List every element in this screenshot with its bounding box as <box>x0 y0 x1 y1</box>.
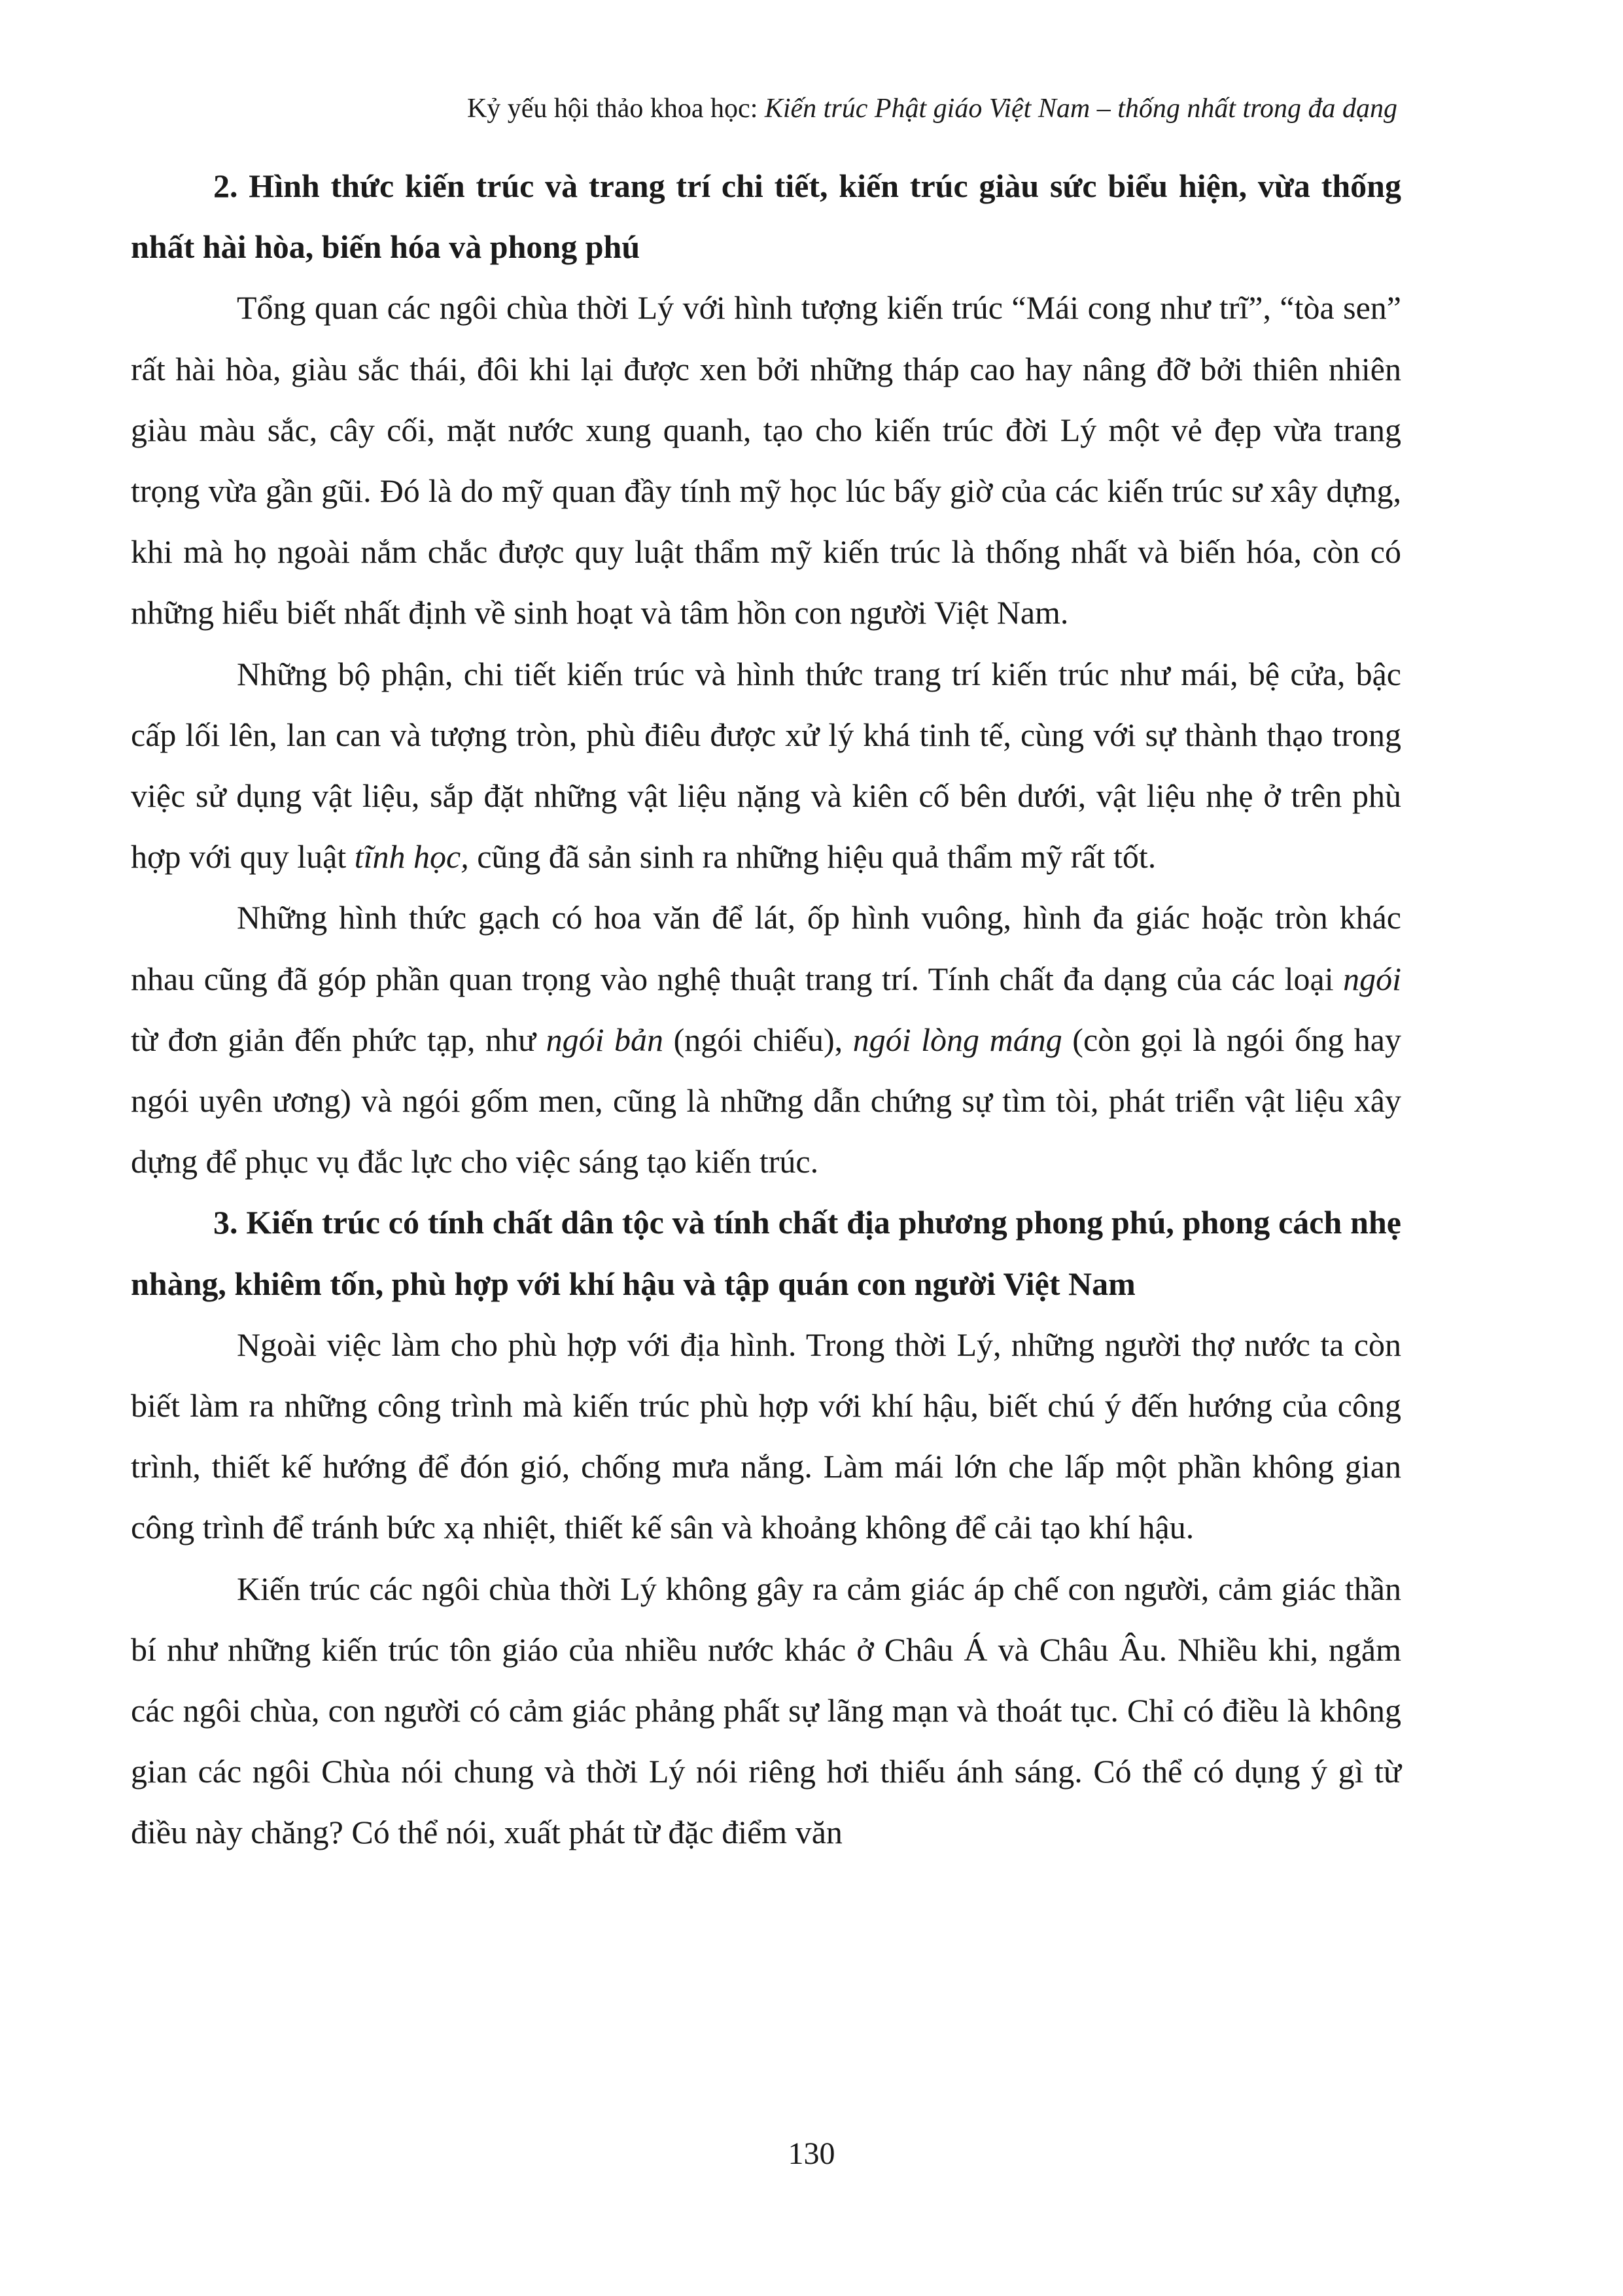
body-paragraph <box>131 644 1401 888</box>
paragraph-text: (còn gọi là ngói ống hay ngói uyên ương) và ngói gốm men, cũng là những dẫn chứng sự tìm tòi, phát triển vật liệu xây dựng để phục vụ đắc lực cho việc sáng tạo kiến trúc. <box>131 1021 1401 1180</box>
paragraph-text: cũng đã sản sinh ra những hiệu quả thẩm mỹ rất tốt. <box>468 838 1157 875</box>
body-paragraph: Ngoài việc làm cho phù hợp với địa hình. Trong thời Lý, những người thợ nước ta còn biết làm ra những công trình mà kiến trúc phù hợp với khí hậu, biết chú ý đến hướng của công trình, thiết kế hướng để đón gió, chống mưa nắng. Làm mái lớn che lấp một phần không gian công trình để tránh bức xạ nhiệt, thiết kế sân và khoảng không để cải tạo khí hậu. <box>131 1326 1401 1546</box>
italic-term: ngói bản <box>546 1021 664 1058</box>
paragraph-text: Những hình thức gạch có hoa văn để lát, ốp hình vuông, hình đa giác hoặc tròn khác nhau cũng đã góp phần quan trọng vào nghệ thuật trang trí. Tính chất đa dạng của các loại <box>131 899 1401 997</box>
italic-term: ngói lòng máng <box>852 1021 1062 1058</box>
body-paragraph: Kiến trúc các ngôi chùa thời Lý không gây ra cảm giác áp chế con người, cảm giác thần bí như những kiến trúc tôn giáo của nhiều nước khác ở Châu Á và Châu Âu. Nhiều khi, ngắm các ngôi chùa, con người có cảm giác phảng phất sự lãng mạn và thoát tục. Chỉ có điều là không gian các ngôi Chùa nói chung và thời Lý nói riêng hơi thiếu ánh sáng. Có thể có dụng ý gì từ điều này chăng? Có thể nói, xuất phát từ đặc điểm văn <box>131 1570 1401 1851</box>
section-heading-3: 3. Kiến trúc có tính chất dân tộc và tính chất địa phương phong phú, phong cách nhẹ nhàng, khiêm tốn, phù hợp với khí hậu và tập quán con người Việt Nam <box>131 1204 1401 1302</box>
running-header-title: Kiến trúc Phật giáo Việt Nam – thống nhất trong đa dạng <box>764 94 1397 124</box>
page-number: 130 <box>788 2136 835 2171</box>
paragraph-text: từ đơn giản đến phức tạp, như <box>131 1021 546 1058</box>
running-header-prefix: Kỷ yếu hội thảo khoa học: <box>466 94 765 124</box>
paragraph-text: (ngói chiếu), <box>663 1021 853 1058</box>
body-paragraph <box>131 887 1401 1192</box>
body-paragraph: Tổng quan các ngôi chùa thời Lý với hình tượng kiến trúc “Mái cong như trĩ”, “tòa sen” rất hài hòa, giàu sắc thái, đôi khi lại được xen bởi những tháp cao hay nâng đỡ bởi thiên nhiên giàu màu sắc, cây cối, mặt nước xung quanh, tạo cho kiến trúc đời Lý một vẻ đẹp vừa trang trọng vừa gần gũi. Đó là do mỹ quan đầy tính mỹ học lúc bấy giờ của các kiến trúc sư xây dựng, khi mà họ ngoài nắm chắc được quy luật thẩm mỹ kiến trúc là thống nhất và biến hóa, còn có những hiểu biết nhất định về sinh hoạt và tâm hồn con người Việt Nam. <box>131 289 1401 631</box>
running-header <box>467 90 1397 127</box>
page-body <box>131 156 1401 1863</box>
italic-term: ngói <box>1343 960 1401 997</box>
italic-term: tĩnh học, <box>354 838 469 875</box>
paragraph-text: Những bộ phận, chi tiết kiến trúc và hình thức trang trí kiến trúc như mái, bệ cửa, bậc cấp lối lên, lan can và tượng tròn, phù điêu được xử lý khá tinh tế, cùng với sự thành thạo trong việc sử dụng vật liệu, sắp đặt những vật liệu nặng và kiên cố bên dưới, vật liệu nhẹ ở trên phù hợp với quy luật <box>131 655 1401 875</box>
section-heading-2: 2. Hình thức kiến trúc và trang trí chi tiết, kiến trúc giàu sức biểu hiện, vừa thống nhất hài hòa, biến hóa và phong phú <box>131 168 1401 266</box>
